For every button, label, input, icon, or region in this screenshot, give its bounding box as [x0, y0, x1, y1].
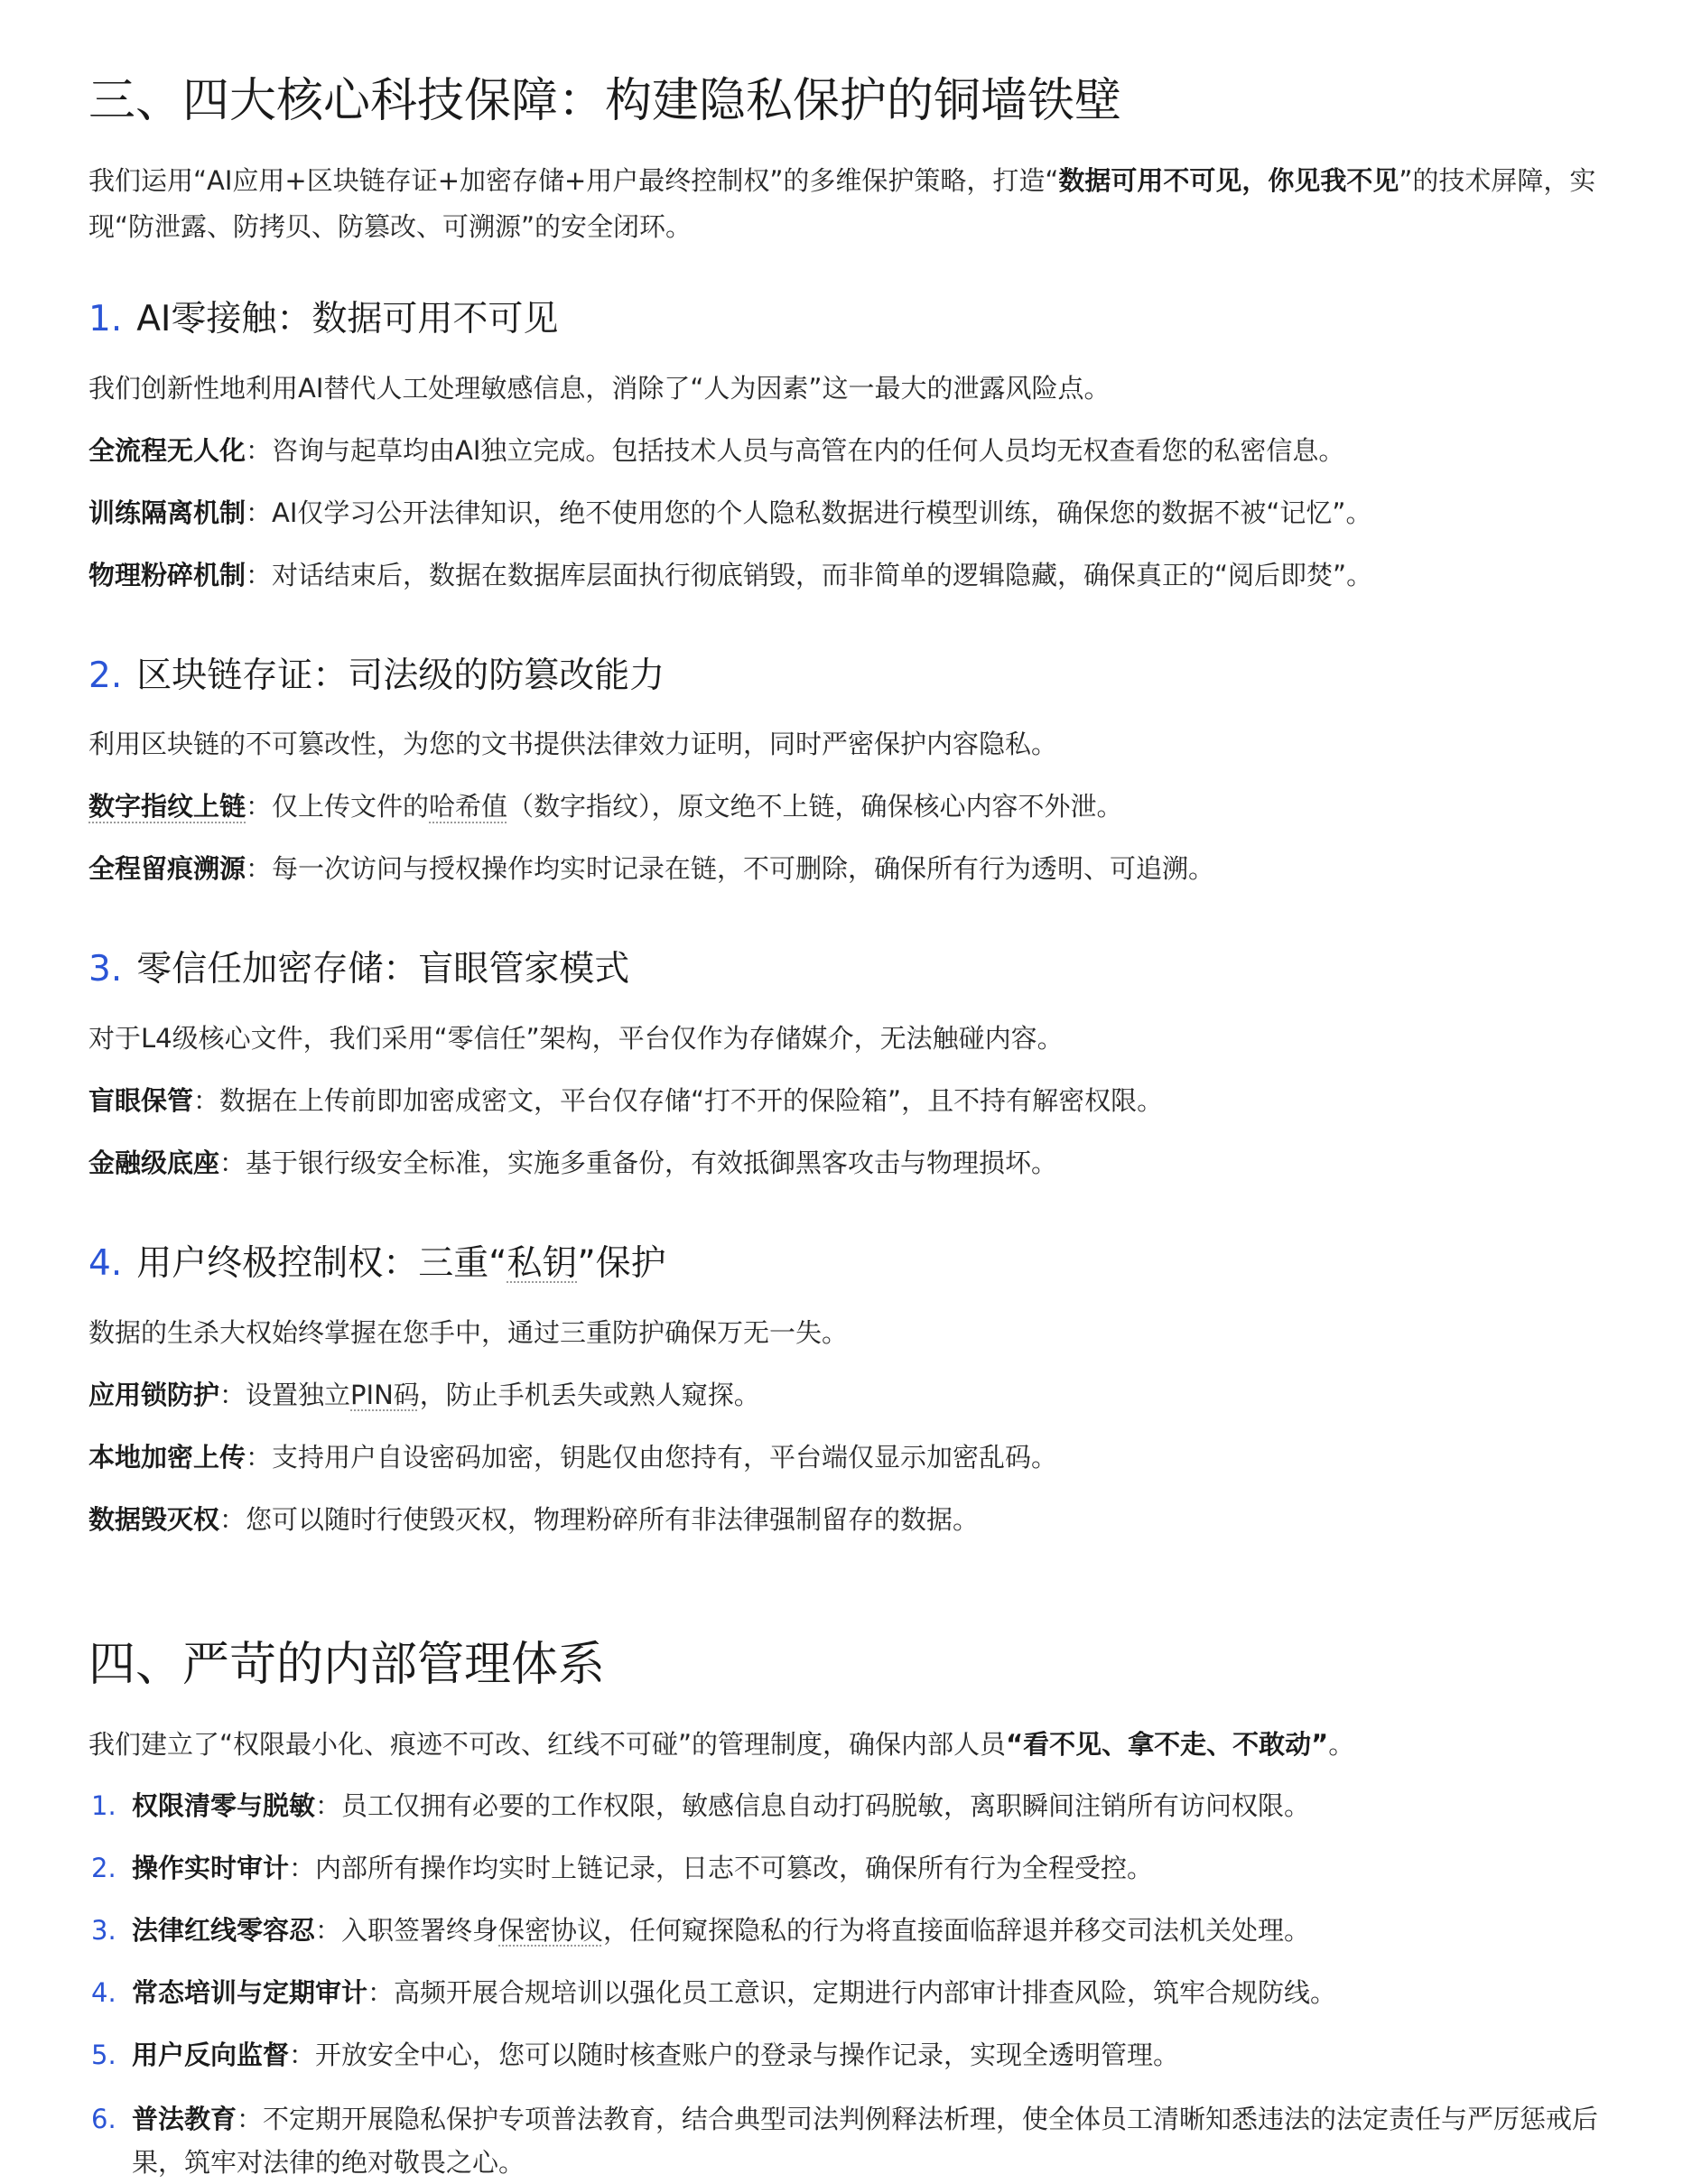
subsection-3-item: 金融级底座：基于银行级安全标准，实施多重备份，有效抵御黑客攻击与物理损坏。: [88, 1148, 1058, 1179]
subsection-1-item: 训练隔离机制：AI仅学习公开法律知识，绝不使用您的个人隐私数据进行模型训练，确保您的数据不被“记忆”。: [88, 497, 1372, 528]
subsection-4-item: 应用锁防护：设置独立PIN码，防止手机丢失或熟人窥探。: [88, 1379, 760, 1410]
subsection-2-title: 2. 区块链存证：司法级的防篡改能力: [88, 655, 665, 696]
subsection-4-intro: 数据的生杀大权始终掌握在您手中，通过三重防护确保万无一失。: [88, 1316, 849, 1348]
subsection-4-title: 4. 用户终极控制权：三重“私钥”保护: [88, 1243, 666, 1285]
list-item: 1. 权限清零与脱敏：员工仅拥有必要的工作权限，敏感信息自动打码脱敏，离职瞬间注销所有访问权限。: [91, 1789, 1311, 1821]
subsection-1-item: 物理粉碎机制：对话结束后，数据在数据库层面执行彻底销毁，而非简单的逻辑隐藏，确保真正的“阅后即焚”。: [88, 559, 1373, 590]
glossary-term-link[interactable]: PIN码: [350, 1379, 420, 1410]
subsection-2-item: 数字指纹上链：仅上传文件的哈希值（数字指纹），原文绝不上链，确保核心内容不外泄。: [88, 791, 1123, 822]
section3-title: 三、四大核心科技保障：构建隐私保护的铜墙铁壁: [88, 74, 1122, 128]
list-item: 3. 法律红线零容忍：入职签署终身保密协议，任何窥探隐私的行为将直接面临辞退并移交司法机关处理。: [91, 1914, 1311, 1946]
subsection-1-title: 1. AI零接触：数据可用不可见: [88, 299, 559, 339]
subsection-4-item: 数据毁灭权：您可以随时行使毁灭权，物理粉碎所有非法律强制留存的数据。: [88, 1503, 980, 1535]
glossary-term-link[interactable]: 数字指纹上链: [88, 791, 246, 822]
subsection-4-item: 本地加密上传：支持用户自设密码加密，钥匙仅由您持有，平台端仅显示加密乱码。: [88, 1441, 1058, 1473]
glossary-term-link[interactable]: 哈希值: [429, 791, 508, 822]
subsection-2-intro: 利用区块链的不可篡改性，为您的文书提供法律效力证明，同时严密保护内容隐私。: [88, 729, 1058, 760]
subsection-3-title: 3. 零信任加密存储：盲眼管家模式: [88, 949, 630, 990]
list-item: 6. 普法教育：不定期开展隐私保护专项普法教育，结合典型司法判例释法析理，使全体员工清晰知悉违法的法定责任与严厉惩戒后果，筑牢对法律的绝对敬畏之心。: [91, 2103, 1599, 2178]
subsection-1-intro: 我们创新性地利用AI替代人工处理敏感信息，消除了“人为因素”这一最大的泄露风险点。: [88, 372, 1111, 404]
section4-intro: 我们建立了“权限最小化、痕迹不可改、红线不可碰”的管理制度，确保内部人员“看不见、拿不走、不敢动”。: [88, 1728, 1355, 1760]
management-list: [88, 1775, 1604, 2184]
glossary-term-link[interactable]: 保密协议: [498, 1914, 604, 1946]
list-item: 4. 常态培训与定期审计：高频开展合规培训以强化员工意识，定期进行内部审计排查风险，筑牢合规防线。: [91, 1976, 1337, 2008]
subsection-2-item: 全程留痕溯源：每一次访问与授权操作均实时记录在链，不可删除，确保所有行为透明、可追溯。: [88, 853, 1215, 885]
subsection-3-item: 盲眼保管：数据在上传前即加密成密文，平台仅存储“打不开的保险箱”，且不持有解密权限。: [88, 1085, 1164, 1117]
subsection-1-item: 全流程无人化：咨询与起草均由AI独立完成。包括技术人员与高管在内的任何人员均无权查看您的私密信息。: [88, 434, 1345, 466]
list-item: 2. 操作实时审计：内部所有操作均实时上链记录，日志不可篡改，确保所有行为全程受控。: [91, 1852, 1154, 1883]
section4-intro-emphasis: “看不见、拿不走、不敢动”: [1006, 1728, 1329, 1760]
section3-intro-emphasis: 数据可用不可见，你见我不见: [1058, 165, 1399, 196]
section4-title: 四、严苛的内部管理体系: [88, 1637, 606, 1692]
list-item: 5. 用户反向监督：开放安全中心，您可以随时核查账户的登录与操作记录，实现全透明管理。: [91, 2039, 1180, 2070]
section3-intro: 我们运用“AI应用+区块链存证+加密存储+用户最终控制权”的多维保护策略，打造“数据可用不可见，你见我不见”的技术屏障，实现“防泄露、防拷贝、防篡改、可溯源”的安全闭环。: [88, 165, 1596, 242]
glossary-term-link[interactable]: 私钥: [507, 1243, 578, 1285]
subsection-3-intro: 对于L4级核心文件，我们采用“零信任”架构，平台仅作为存储媒介，无法触碰内容。: [88, 1023, 1064, 1055]
